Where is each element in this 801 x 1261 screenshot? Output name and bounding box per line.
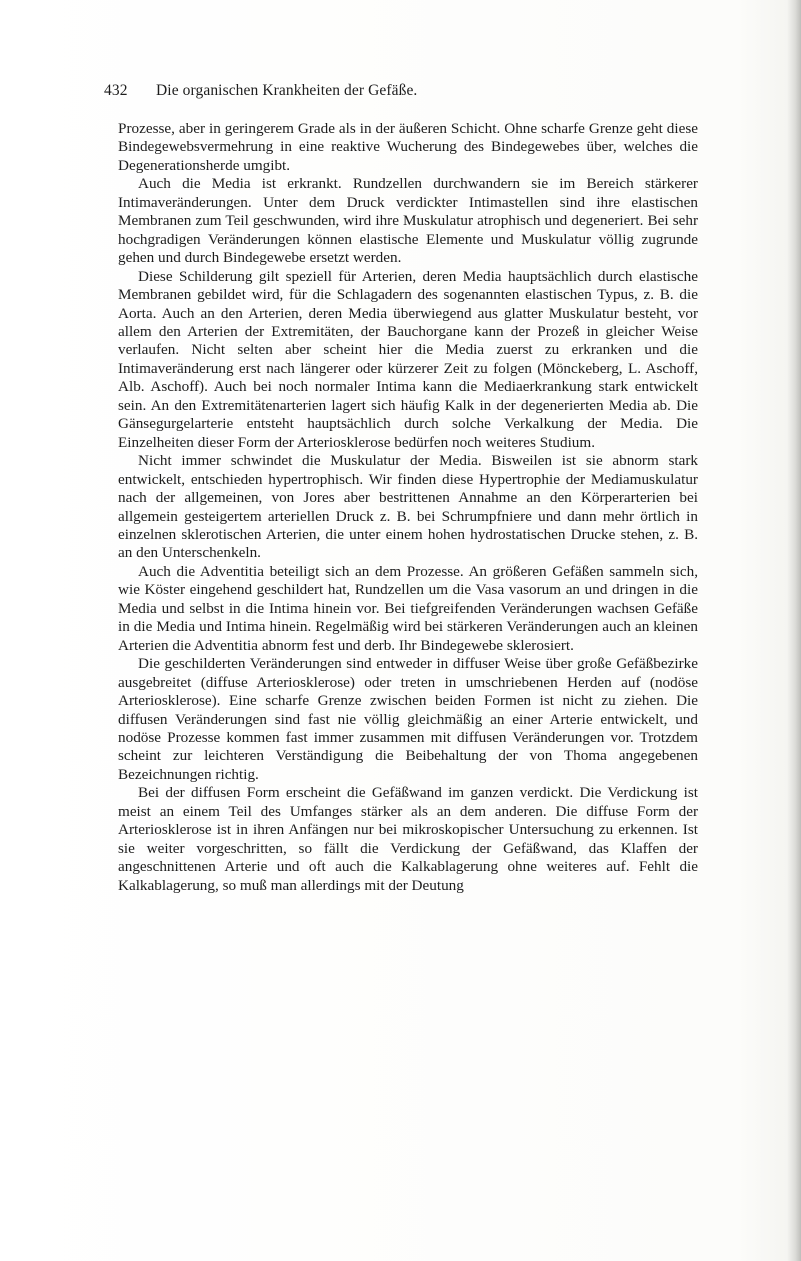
paragraph-6: Die geschilderten Veränderungen sind entweder in diffuser Weise über große Gefäßbezirke ausgebreitet (diffuse Arteriosklerose) oder treten in umschriebenen Herden auf (nodöse Arteriosklerose). Eine scharfe Grenze zwischen beiden Formen ist nicht zu ziehen. Die diffusen Veränderungen sind fast nie völlig gleichmäßig an einer Arterie entwickelt, und nodöse Prozesse kommen fast immer zusammen mit diffusen Veränderungen vor. Trotzdem scheint zur leichteren Verständigung die Beibehaltung der von Thoma angegebenen Bezeichnungen richtig.: [118, 655, 698, 783]
page-number: 432: [104, 82, 128, 99]
paragraph-5: Auch die Adventitia beteiligt sich an dem Prozesse. An größeren Gefäßen sammeln sich, wie Köster eingehend geschildert hat, Rundzellen um die Vasa vasorum an und dringen in die Media und selbst in die Intima hinein vor. Bei tiefgreifenden Veränderungen wachsen Gefäße in die Media und Intima hinein. Regelmäßig wird bei stärkeren Veränderungen auch an kleinen Arterien die Adventitia abnorm fest und derb. Ihr Bindegewebe sklerosiert.: [118, 562, 698, 654]
paragraph-7: Bei der diffusen Form erscheint die Gefäßwand im ganzen verdickt. Die Verdickung ist meist an einem Teil des Umfanges stärker als an dem anderen. Die diffuse Form der Arteriosklerose ist in ihren Anfängen nur bei mikroskopischer Untersuchung zu erkennen. Ist sie weiter vorgeschritten, so fällt die Verdickung der Gefäßwand, das Klaffen der angeschnittenen Arterie und oft auch die Kalkablagerung ohne weiteres auf. Fehlt die Kalkablagerung, so muß man allerdings mit der Deutung: [118, 784, 698, 894]
paragraph-1: Prozesse, aber in geringerem Grade als in der äußeren Schicht. Ohne scharfe Grenze geht diese Bindegewebsvermehrung in eine reaktive Wucherung des Bindegewebes über, welches die Degenerationsherde umgibt.: [118, 120, 698, 174]
paragraph-4: Nicht immer schwindet die Muskulatur der Media. Bisweilen ist sie abnorm stark entwickelt, entschieden hypertrophisch. Wir finden diese Hypertrophie der Mediamuskulatur nach der allgemeinen, von Jores aber bestrittenen Annahme an den Körperarterien bei allgemein gesteigertem arteriellen Druck z. B. bei Schrumpfniere und dann mehr örtlich in einzelnen sklerotischen Arterien, die unter einem hohen hydrostatischen Drucke stehen, z. B. an den Unterschenkeln.: [118, 452, 698, 562]
page-edge-shadow: [787, 0, 801, 1261]
body-text: [118, 120, 698, 895]
paragraph-3: Diese Schilderung gilt speziell für Arterien, deren Media hauptsächlich durch elastische Membranen gebildet wird, für die Schlagadern des sogenannten elastischen Typus, z. B. die Aorta. Auch an den Arterien, deren Media überwiegend aus glatter Muskulatur besteht, vor allem den Arterien der Extremitäten, der Bauchorgane kann der Prozeß in gleicher Weise verlaufen. Nicht selten aber scheint hier die Media zuerst zu erkranken und die Intimaveränderung erst nach längerer oder kürzerer Zeit zu folgen (Mönckeberg, L. Aschoff, Alb. Aschoff). Auch bei noch normaler Intima kann die Mediaerkrankung stark entwickelt sein. An den Extremitätenarterien lagert sich häufig Kalk in der degenerierten Media ab. Die Gänsegurgelarterie entsteht hauptsächlich durch solche Verkalkung der Media. Die Einzelheiten dieser Form der Arteriosklerose bedürfen noch weiteres Studium.: [118, 267, 698, 451]
page-header: [104, 82, 694, 100]
running-title: Die organischen Krankheiten der Gefäße.: [156, 82, 418, 99]
paragraph-2: Auch die Media ist erkrankt. Rundzellen durchwandern sie im Bereich stärkerer Intimaveränderungen. Unter dem Druck verdickter Intimastellen sind ihre elastischen Membranen zum Teil geschwunden, wird ihre Muskulatur atrophisch und degeneriert. Bei sehr hochgradigen Veränderungen können elastische Elemente und Muskulatur völlig zugrunde gehen und durch Bindegewebe ersetzt werden.: [118, 175, 698, 267]
